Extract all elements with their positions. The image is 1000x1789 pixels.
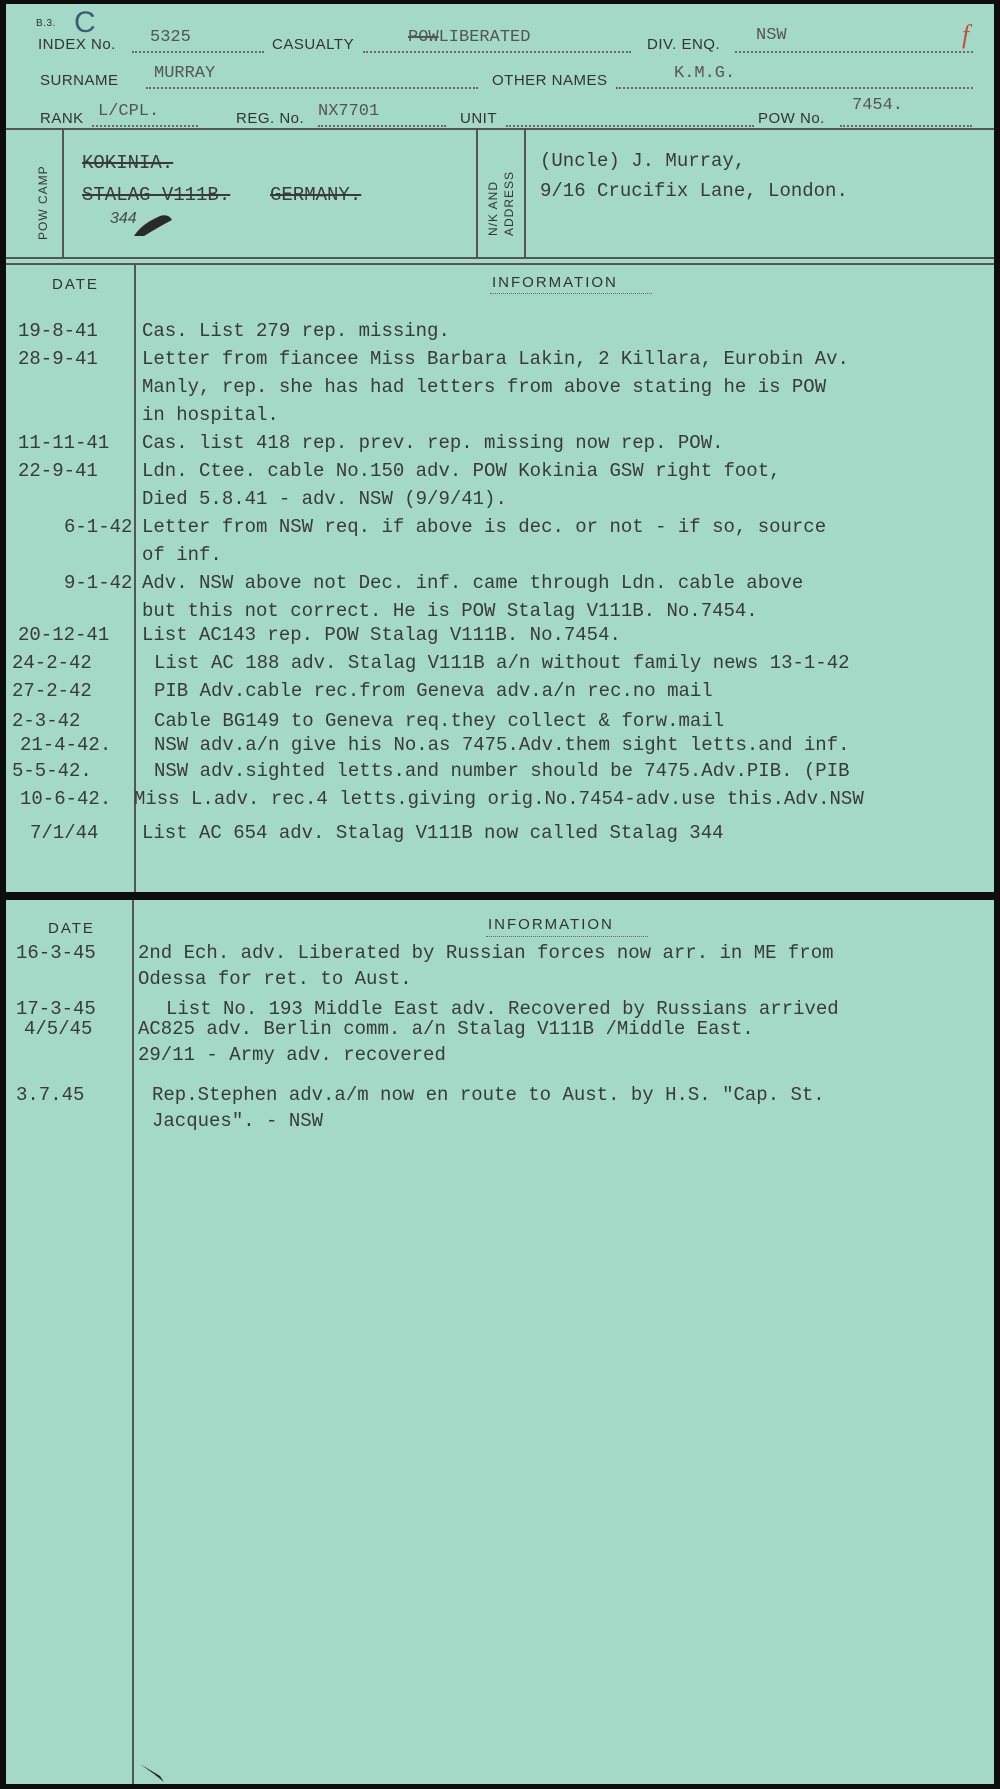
entry-date: 20-12-41 (18, 624, 110, 646)
record-card-back (6, 900, 994, 1784)
pow-no-value: 7454. (852, 96, 904, 115)
entry-date: 3.7.45 (16, 1084, 85, 1106)
ink-scribble-icon (130, 210, 176, 240)
entry-date: 2-3-42 (12, 710, 81, 732)
entry-text-line: but this not correct. He is POW Stalag V111B. No.7454. (142, 600, 758, 622)
information-header: INFORMATION (488, 916, 614, 933)
entry-text-line: Cas. list 418 rep. prev. rep. missing now rep. POW. (142, 432, 724, 454)
index-value: 5325 (150, 28, 191, 47)
rank-label: RANK (40, 110, 84, 127)
nok-address-label-2: ADDRESS (502, 170, 516, 236)
date-column-rule (132, 900, 134, 1784)
div-enq-label: DIV. ENQ. (647, 36, 721, 53)
entry-text-line: PIB Adv.cable rec.from Geneva adv.a/n rec.no mail (154, 680, 713, 702)
entry-date: 17-3-45 (16, 998, 96, 1020)
entry-date: 10-6-42. (20, 788, 112, 810)
entry-text-line: 2nd Ech. adv. Liberated by Russian forces now arr. in ME from (138, 942, 834, 964)
entry-date: 5-5-42. (12, 760, 92, 782)
information-header: INFORMATION (492, 274, 618, 291)
date-header: DATE (48, 920, 95, 937)
entry-date: 27-2-42 (12, 680, 92, 702)
entry-text-line: Letter from NSW req. if above is dec. or not - if so, source (142, 516, 827, 538)
entry-date: 19-8-41 (18, 320, 98, 342)
entry-text-line: AC825 adv. Berlin comm. a/n Stalag V111B /Middle East. (138, 1018, 754, 1040)
entry-date: 24-2-42 (12, 652, 92, 674)
camp-line-2b: GERMANY. (270, 184, 362, 206)
entry-text-line: Letter from fiancee Miss Barbara Lakin, 2 Killara, Eurobin Av. (142, 348, 849, 370)
entry-text-line: of inf. (142, 544, 222, 566)
div-enq-value: NSW (756, 26, 787, 45)
entry-date: 21-4-42. (20, 734, 112, 756)
entry-date: 16-3-45 (16, 942, 96, 964)
entry-date: 11-11-41 (18, 432, 110, 454)
pow-no-label: POW No. (758, 110, 825, 127)
form-code: B.3. (36, 18, 56, 29)
entry-text-line: Jacques". - NSW (152, 1110, 324, 1132)
camp-line-1: KOKINIA. (82, 152, 174, 174)
entry-date: 7/1/44 (30, 822, 99, 844)
other-names-value: K.M.G. (674, 64, 736, 83)
entry-text-line: in hospital. (142, 404, 279, 426)
pow-camp-label: POW CAMP (36, 165, 50, 240)
index-label: INDEX No. (38, 36, 116, 53)
rule-camp-bottom (6, 257, 994, 259)
entry-text-line: Rep.Stephen adv.a/m now en route to Aust. by H.S. "Cap. St. (152, 1084, 825, 1106)
entry-text-line: List No. 193 Middle East adv. Recovered by Russians arrived (166, 998, 839, 1020)
entry-text-line: Miss L.adv. rec.4 letts.giving orig.No.7454-adv.use this.Adv.NSW (134, 788, 864, 810)
entry-date: 4/5/45 (24, 1018, 93, 1040)
entry-text-line: Manly, rep. she has had letters from above stating he is POW (142, 376, 827, 398)
corner-mark: f (962, 20, 970, 49)
rule-top (6, 128, 994, 130)
category-mark: C (74, 6, 96, 39)
other-names-label: OTHER NAMES (492, 72, 608, 89)
surname-label: SURNAME (40, 72, 119, 89)
reg-no-label: REG. No. (236, 110, 305, 127)
surname-value: MURRAY (154, 64, 216, 83)
camp-line-2a: STALAG V111B. (82, 184, 231, 206)
record-card-front (6, 4, 994, 892)
casualty-value: LIBERATED (438, 28, 531, 47)
reg-no-value: NX7701 (318, 102, 380, 121)
entry-text-line: NSW adv.a/n give his No.as 7475.Adv.them sight letts.and inf. (154, 734, 850, 756)
entry-text-line: Cas. List 279 rep. missing. (142, 320, 450, 342)
casualty-struck-value: POW (408, 28, 439, 47)
entry-date: 9-1-42 (64, 572, 133, 594)
camp-line-3: 344 (110, 210, 137, 227)
nok-line-1: (Uncle) J. Murray, (540, 150, 746, 172)
entry-date: 28-9-41 (18, 348, 98, 370)
entry-text-line: List AC 188 adv. Stalag V111B a/n without family news 13-1-42 (154, 652, 850, 674)
rank-value: L/CPL. (98, 102, 160, 121)
nok-address-label-1: N/K AND (486, 180, 500, 236)
casualty-label: CASUALTY (272, 36, 355, 53)
entry-date: 22-9-41 (18, 460, 98, 482)
entry-text-line: Odessa for ret. to Aust. (138, 968, 412, 990)
entry-text-line: 29/11 - Army adv. recovered (138, 1044, 446, 1066)
entry-text-line: List AC143 rep. POW Stalag V111B. No.7454. (142, 624, 621, 646)
entry-text-line: List AC 654 adv. Stalag V111B now called Stalag 344 (142, 822, 724, 844)
entry-date: 6-1-42 (64, 516, 133, 538)
ink-mark-icon (136, 1758, 176, 1784)
unit-label: UNIT (460, 110, 497, 127)
entry-text-line: Ldn. Ctee. cable No.150 adv. POW Kokinia GSW right foot, (142, 460, 781, 482)
entry-text-line: Adv. NSW above not Dec. inf. came through Ldn. cable above (142, 572, 804, 594)
date-header: DATE (52, 276, 99, 293)
nok-line-2: 9/16 Crucifix Lane, London. (540, 180, 848, 202)
entry-text-line: NSW adv.sighted letts.and number should be 7475.Adv.PIB. (PIB (154, 760, 850, 782)
entry-text-line: Died 5.8.41 - adv. NSW (9/9/41). (142, 488, 507, 510)
entry-text-line: Cable BG149 to Geneva req.they collect & forw.mail (154, 710, 725, 732)
